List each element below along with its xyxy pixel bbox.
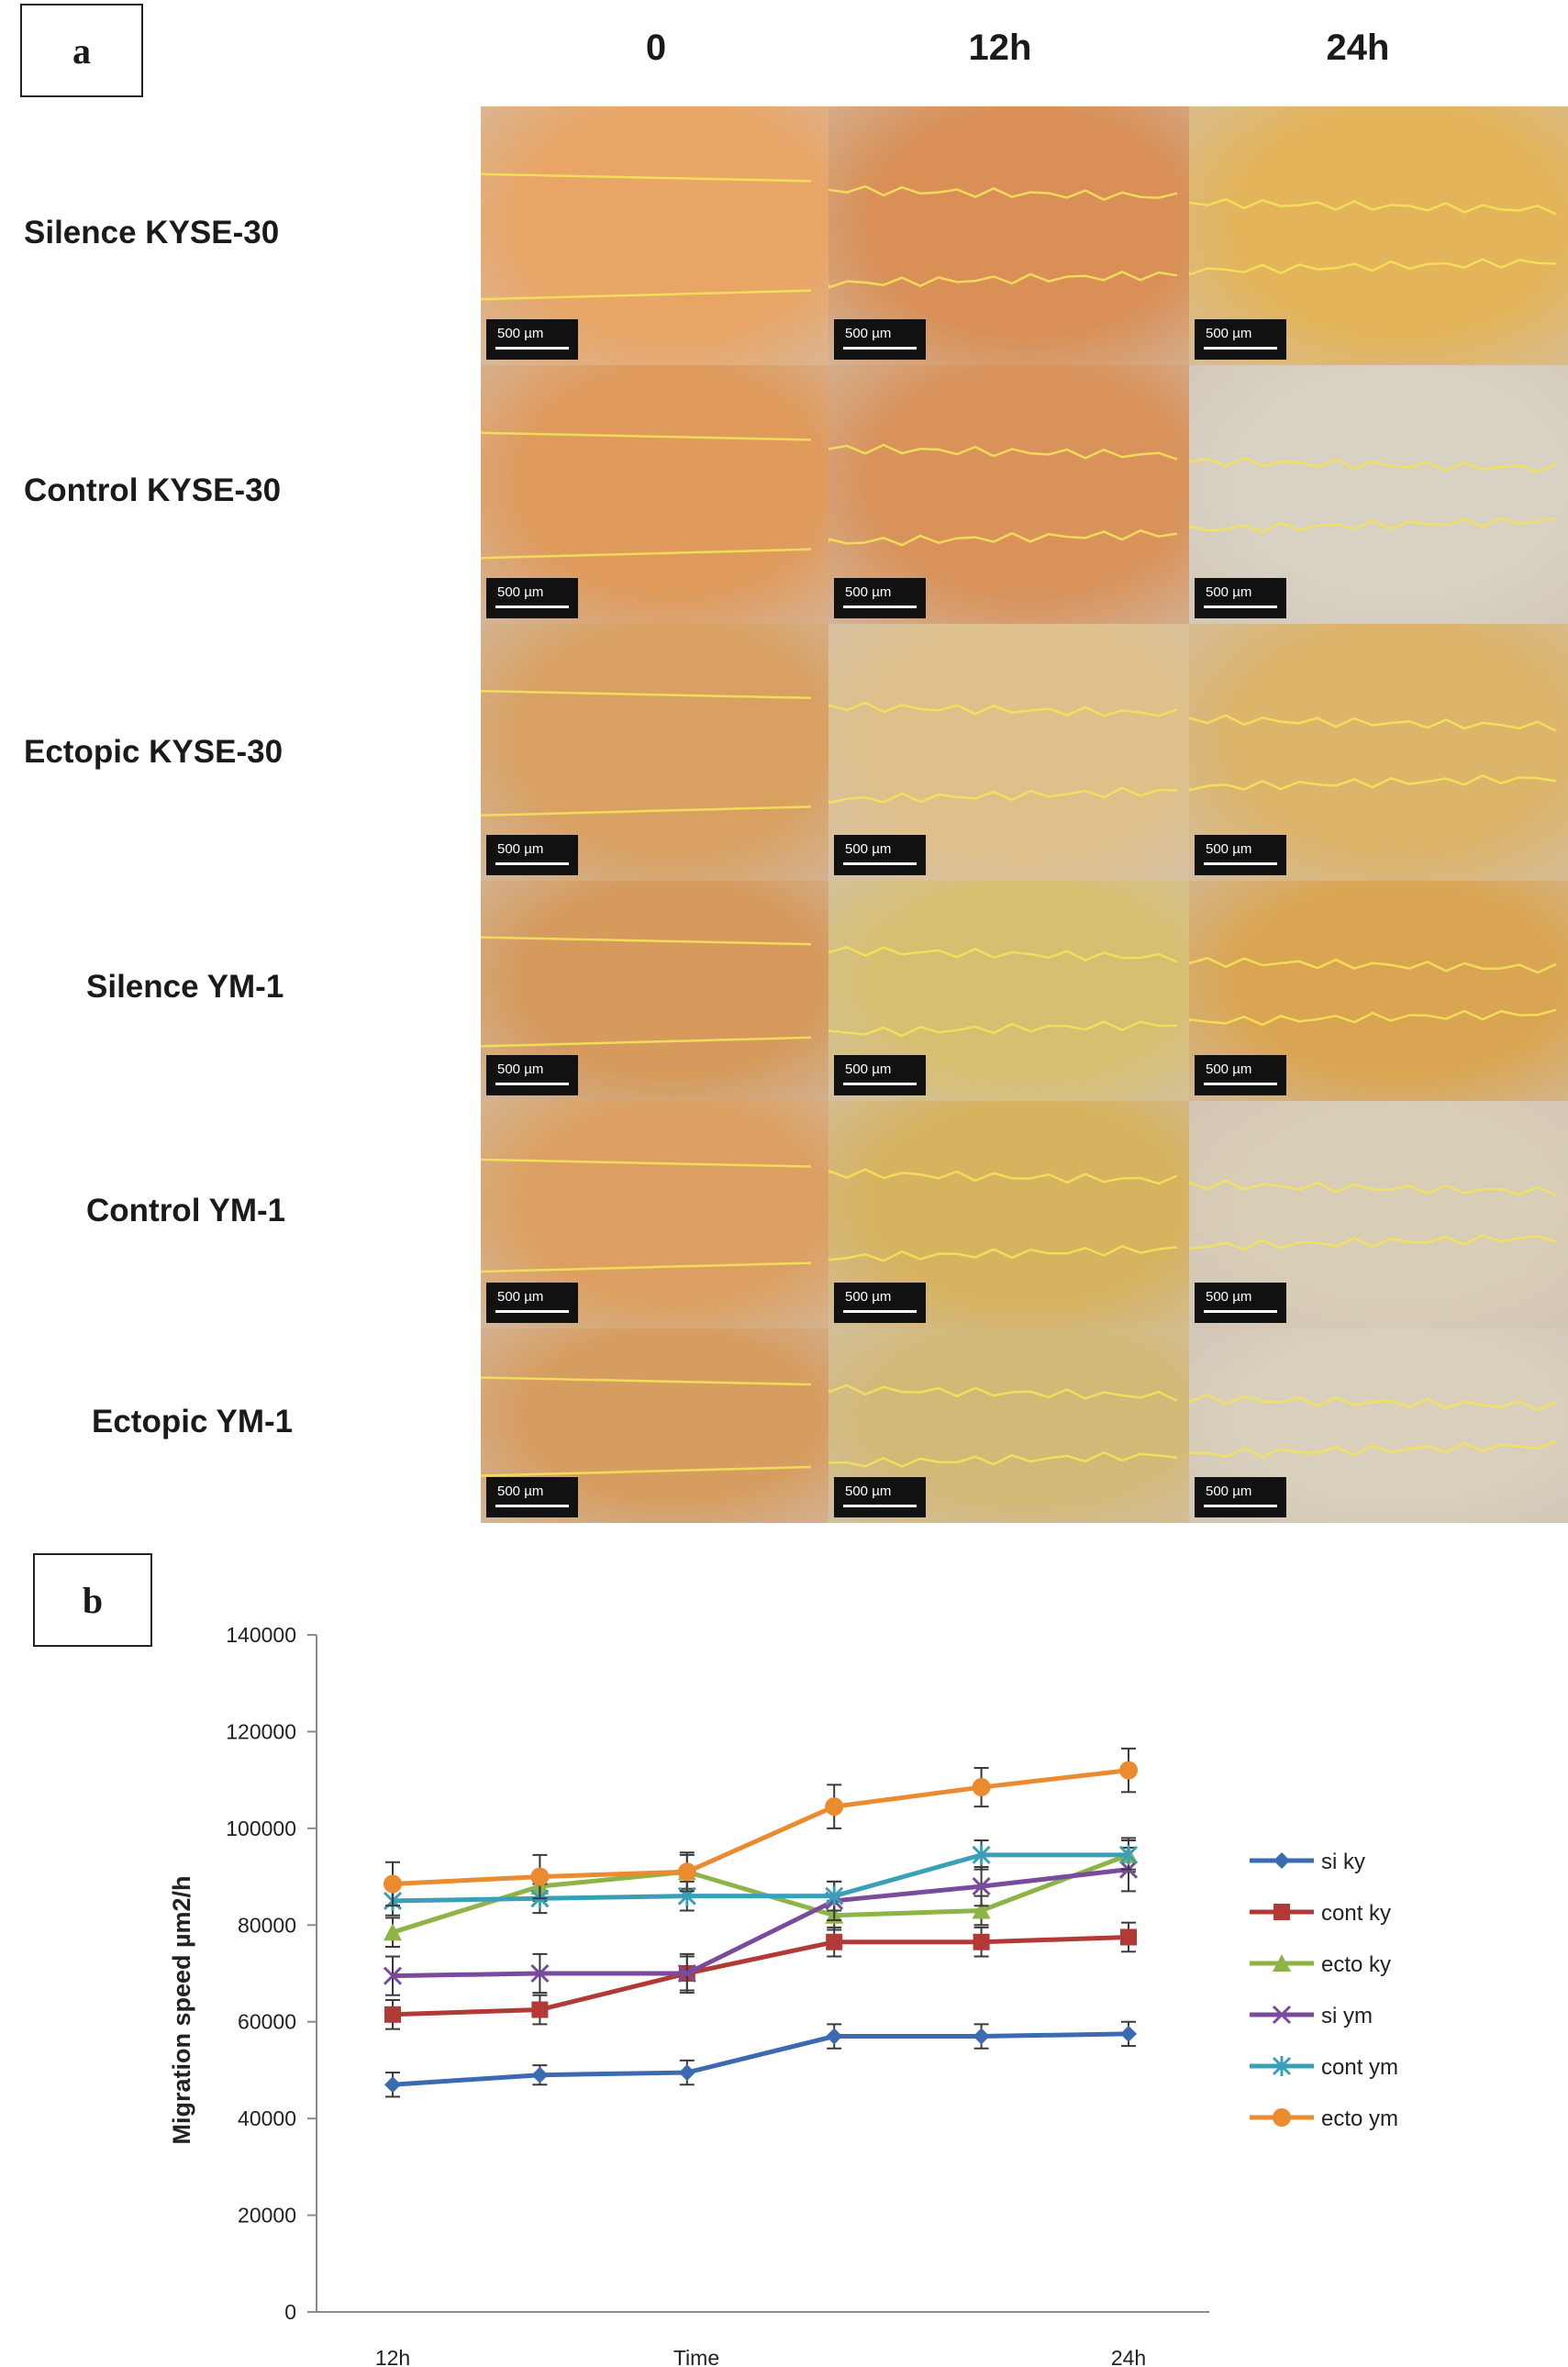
wound-edge-line [828, 1170, 1177, 1184]
scale-bar [834, 578, 926, 618]
wound-edge-line [481, 1038, 811, 1046]
scale-bar-line [1204, 1505, 1277, 1507]
micrograph-ectopic-kyse30-24h [1189, 624, 1568, 881]
scale-bar-line [495, 862, 569, 865]
micrograph-ectopic-kyse30-12h [828, 624, 1189, 881]
wound-edge-line [1189, 775, 1556, 790]
scale-bar-label: 500 µm [845, 584, 892, 600]
wound-edge-line [1189, 958, 1556, 972]
wound-edge-line [828, 530, 1177, 545]
scale-bar-line [495, 347, 569, 350]
y-tick-label: 40000 [238, 2106, 296, 2131]
migration-speed-chart [0, 1550, 1568, 2367]
legend-label-si-ky: si ky [1321, 1850, 1365, 1874]
point-ecto-ym [678, 1862, 696, 1881]
point-si-ky [826, 2028, 842, 2045]
micrograph-silence-ym1-24h [1189, 881, 1568, 1101]
scale-bar-label: 500 µm [497, 1061, 544, 1077]
wound-edge-line [828, 788, 1177, 803]
micrograph-control-kyse30-0 [481, 365, 828, 624]
micrograph-ectopic-ym1-12h [828, 1328, 1189, 1523]
scale-bar [834, 1283, 926, 1323]
row-label-control-kyse30: Control KYSE-30 [24, 472, 282, 508]
scale-bar-line [843, 862, 917, 865]
wound-edge-line [828, 703, 1177, 716]
wound-edge-line [481, 806, 811, 815]
wound-edge-line [1189, 1010, 1556, 1025]
scale-bar-label: 500 µm [497, 584, 544, 600]
wound-edge-line [828, 1385, 1177, 1401]
scale-bar-label: 500 µm [497, 1289, 544, 1305]
scale-bar-label: 500 µm [845, 1484, 892, 1499]
micrograph-ectopic-kyse30-0 [481, 624, 828, 881]
point-cont-ky [973, 1934, 990, 1950]
scale-bar [1195, 1283, 1286, 1323]
micrograph-silence-ym1-0 [481, 881, 828, 1101]
wound-edge-line [1189, 199, 1556, 214]
legend-marker-si-ky [1273, 1852, 1290, 1869]
row-label-control-ym1: Control YM-1 [86, 1193, 286, 1228]
y-tick-label: 140000 [226, 1623, 296, 1647]
wound-edge-line [828, 445, 1177, 460]
point-cont-ky [384, 2006, 401, 2023]
y-tick-label: 100000 [226, 1816, 296, 1840]
y-axis-title: Migration speed µm2/h [168, 1875, 195, 2145]
wound-edge-line [1189, 1235, 1556, 1250]
scale-bar [486, 1055, 578, 1095]
scale-bar-line [843, 1083, 917, 1085]
wound-edge-line [481, 174, 811, 182]
scale-bar-label: 500 µm [1206, 326, 1252, 341]
scale-bar [1195, 1055, 1286, 1095]
scale-bar-line [495, 1310, 569, 1313]
scale-bar [834, 319, 926, 360]
legend-label-ecto-ky: ecto ky [1321, 1952, 1392, 1977]
micrograph-ectopic-ym1-0 [481, 1328, 828, 1523]
scale-bar-line [843, 1505, 917, 1507]
wound-edge-line [481, 1467, 811, 1475]
wound-edge-line [828, 1022, 1177, 1036]
wound-edge-line [481, 291, 811, 299]
series-line-si-ky [393, 2034, 1129, 2084]
wound-edge-line [1189, 458, 1556, 472]
y-tick-label: 80000 [238, 1913, 296, 1938]
micrograph-control-kyse30-12h [828, 365, 1189, 624]
series-line-ecto-ky [393, 1855, 1129, 1932]
point-ecto-ym [384, 1874, 402, 1893]
column-header-24h: 24h [1326, 28, 1390, 68]
wound-edge-line [481, 433, 811, 440]
scale-bar-line [1204, 347, 1277, 350]
series-line-ecto-ym [393, 1771, 1129, 1884]
wound-edge-line [1189, 1441, 1556, 1457]
point-si-ky [973, 2028, 990, 2045]
scale-bar [486, 1477, 578, 1517]
scale-bar [486, 319, 578, 360]
legend-marker-cont-ky [1273, 1904, 1290, 1920]
x-tick-label: 24h [1110, 2346, 1147, 2367]
scale-bar-line [495, 606, 569, 608]
scale-bar-label: 500 µm [497, 841, 544, 857]
wound-edge-line [828, 1452, 1177, 1466]
wound-edge-line [828, 186, 1177, 200]
micrograph-ectopic-ym1-24h [1189, 1328, 1568, 1523]
scale-bar [834, 1055, 926, 1095]
scale-bar [486, 835, 578, 875]
legend-label-cont-ky: cont ky [1321, 1901, 1392, 1926]
micrograph-silence-ym1-12h [828, 881, 1189, 1101]
point-si-ky [1120, 2026, 1137, 2042]
micrograph-silence-kyse30-24h [1189, 106, 1568, 365]
scale-bar-line [1204, 1083, 1277, 1085]
x-tick-label: 12h [374, 2346, 411, 2367]
scale-bar-line [843, 1310, 917, 1313]
row-label-silence-kyse30: Silence KYSE-30 [24, 215, 280, 250]
legend-label-cont-ym: cont ym [1321, 2055, 1399, 2080]
micrograph-control-kyse30-24h [1189, 365, 1568, 624]
scale-bar-label: 500 µm [845, 326, 892, 341]
scale-bar [834, 835, 926, 875]
y-tick-label: 0 [284, 2300, 296, 2324]
wound-edge-line [828, 272, 1177, 287]
wound-edge-line [1189, 518, 1556, 533]
wound-edge-line [481, 1160, 811, 1167]
micrograph-silence-kyse30-12h [828, 106, 1189, 365]
scale-bar-label: 500 µm [497, 326, 544, 341]
scale-bar [486, 1283, 578, 1323]
point-ecto-ym [825, 1797, 843, 1816]
wound-edge-line [481, 1377, 811, 1384]
scale-bar-line [1204, 862, 1277, 865]
point-ecto-ym [973, 1778, 991, 1796]
scale-bar-line [843, 606, 917, 608]
y-tick-label: 120000 [226, 1719, 296, 1744]
wound-edge-line [481, 1263, 811, 1272]
scale-bar-label: 500 µm [1206, 1061, 1252, 1077]
scale-bar [486, 578, 578, 618]
wound-edge-line [481, 938, 811, 945]
scale-bar [1195, 835, 1286, 875]
scale-bar-label: 500 µm [497, 1484, 544, 1499]
legend-label-si-ym: si ym [1321, 2004, 1373, 2028]
wound-edge-line [828, 947, 1177, 961]
scale-bar-line [1204, 1310, 1277, 1313]
scale-bar-label: 500 µm [845, 1289, 892, 1305]
micrograph-control-ym1-0 [481, 1101, 828, 1328]
micrograph-control-ym1-12h [828, 1101, 1189, 1328]
scale-bar [1195, 578, 1286, 618]
wound-edge-line [1189, 1181, 1556, 1196]
legend-marker-ecto-ym [1273, 2108, 1291, 2127]
scale-bar-label: 500 µm [845, 1061, 892, 1077]
panel-b-label: b [33, 1553, 152, 1647]
scale-bar-label: 500 µm [845, 841, 892, 857]
column-header-12h: 12h [968, 28, 1032, 68]
point-ecto-ym [530, 1868, 549, 1886]
micrograph-silence-kyse30-0 [481, 106, 828, 365]
point-cont-ky [531, 2002, 548, 2018]
scale-bar-label: 500 µm [1206, 1289, 1252, 1305]
scale-bar-line [843, 347, 917, 350]
column-header-0: 0 [645, 28, 667, 68]
row-label-silence-ym1: Silence YM-1 [86, 969, 284, 1005]
micrograph-control-ym1-24h [1189, 1101, 1568, 1328]
wound-edge-line [481, 550, 811, 558]
wound-edge-line [1189, 1395, 1556, 1410]
scale-bar [1195, 319, 1286, 360]
wound-edge-line [1189, 716, 1556, 731]
row-label-ectopic-ym1: Ectopic YM-1 [92, 1404, 294, 1439]
scale-bar-line [1204, 606, 1277, 608]
point-ecto-ym [1119, 1761, 1138, 1780]
point-cont-ky [1120, 1928, 1137, 1945]
wound-edge-line [828, 1246, 1177, 1261]
wound-edge-line [1189, 260, 1556, 275]
legend-label-ecto-ym: ecto ym [1321, 2106, 1399, 2131]
scale-bar-label: 500 µm [1206, 1484, 1252, 1499]
y-tick-label: 60000 [238, 2009, 296, 2034]
point-si-ky [384, 2076, 401, 2093]
row-label-ectopic-kyse30: Ectopic KYSE-30 [24, 734, 284, 770]
x-tick-label: Time [673, 2346, 720, 2367]
point-si-ky [679, 2064, 695, 2081]
scale-bar-line [495, 1505, 569, 1507]
wound-edge-line [481, 691, 811, 698]
point-cont-ky [826, 1934, 842, 1950]
scale-bar-line [495, 1083, 569, 1085]
scale-bar [1195, 1477, 1286, 1517]
scale-bar [834, 1477, 926, 1517]
point-si-ky [531, 2067, 548, 2084]
scale-bar-label: 500 µm [1206, 584, 1252, 600]
panel-a-label: a [20, 4, 143, 97]
y-tick-label: 20000 [238, 2203, 296, 2228]
scale-bar-label: 500 µm [1206, 841, 1252, 857]
